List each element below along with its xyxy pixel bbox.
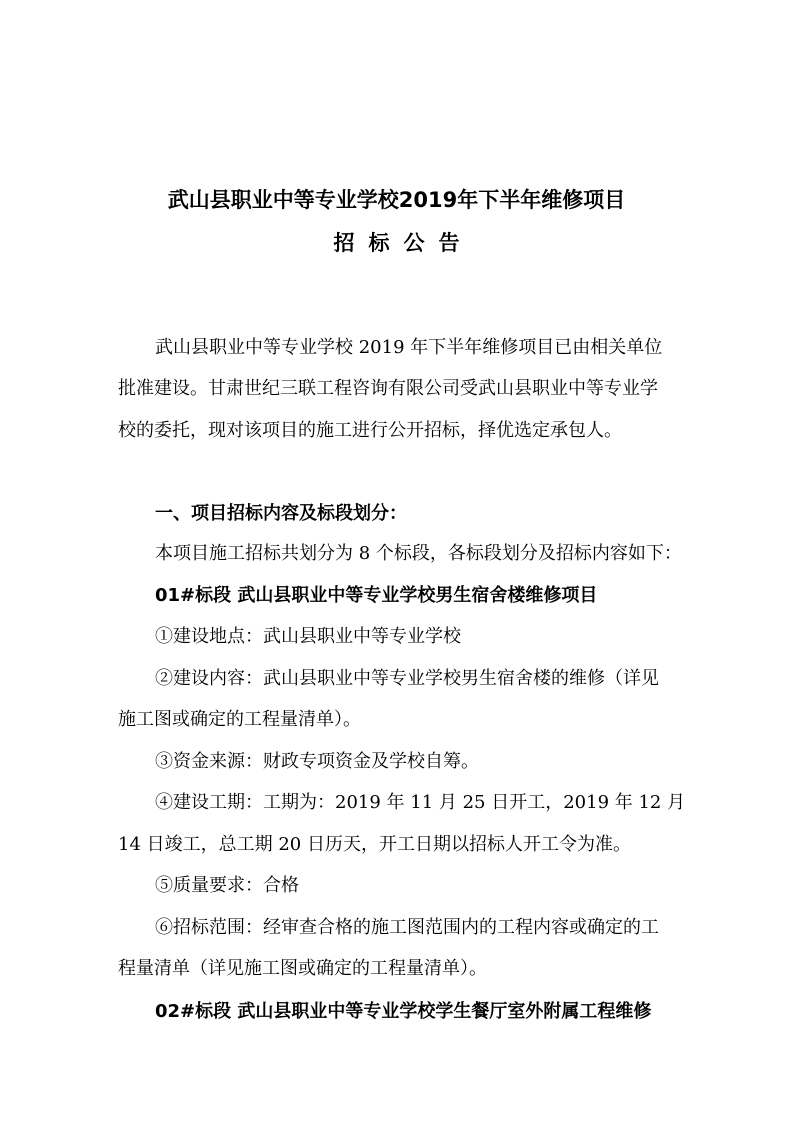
lot-1-scope-line-1: ⑥招标范围：经审查合格的施工图范围内的工程内容或确定的工 (155, 917, 659, 938)
lot-1-heading: 01#标段 武山县职业中等专业学校男生宿舍楼维修项目 (155, 585, 598, 606)
lot-2-heading: 02#标段 武山县职业中等专业学校学生餐厅室外附属工程维修 (155, 1001, 652, 1022)
section-heading: 一、项目招标内容及标段划分： (155, 503, 407, 524)
lot-1-period-line-1: ④建设工期：工期为：2019 年 11 月 25 日开工，2019 年 12 月 (155, 792, 686, 813)
intro-line-3: 校的委托，现对该项目的施工进行公开招标，择优选定承包人。 (118, 420, 622, 441)
intro-line-2: 批准建设。甘肃世纪三联工程咨询有限公司受武山县职业中等专业学 (118, 378, 658, 399)
lot-1-location: ①建设地点：武山县职业中等专业学校 (155, 626, 461, 647)
lot-1-content-line-1: ②建设内容：武山县职业中等专业学校男生宿舍楼的维修（详见 (155, 668, 659, 689)
document-subtitle: 招标公告 (333, 231, 474, 255)
section-description: 本项目施工招标共划分为 8 个标段，各标段划分及招标内容如下： (155, 543, 682, 564)
lot-1-period-line-2: 14 日竣工，总工期 20 日历天，开工日期以招标人开工令为准。 (118, 834, 631, 855)
document-title: 武山县职业中等专业学校2019年下半年维修项目 (167, 188, 626, 212)
intro-line-1: 武山县职业中等专业学校 2019 年下半年维修项目已由相关单位 (155, 337, 663, 358)
lot-1-content-line-2: 施工图或确定的工程量清单）。 (118, 709, 361, 730)
lot-1-funding: ③资金来源：财政专项资金及学校自筹。 (155, 751, 479, 772)
lot-1-scope-line-2: 程量清单（详见施工图或确定的工程量清单）。 (118, 958, 487, 979)
lot-1-quality: ⑤质量要求：合格 (155, 875, 299, 896)
